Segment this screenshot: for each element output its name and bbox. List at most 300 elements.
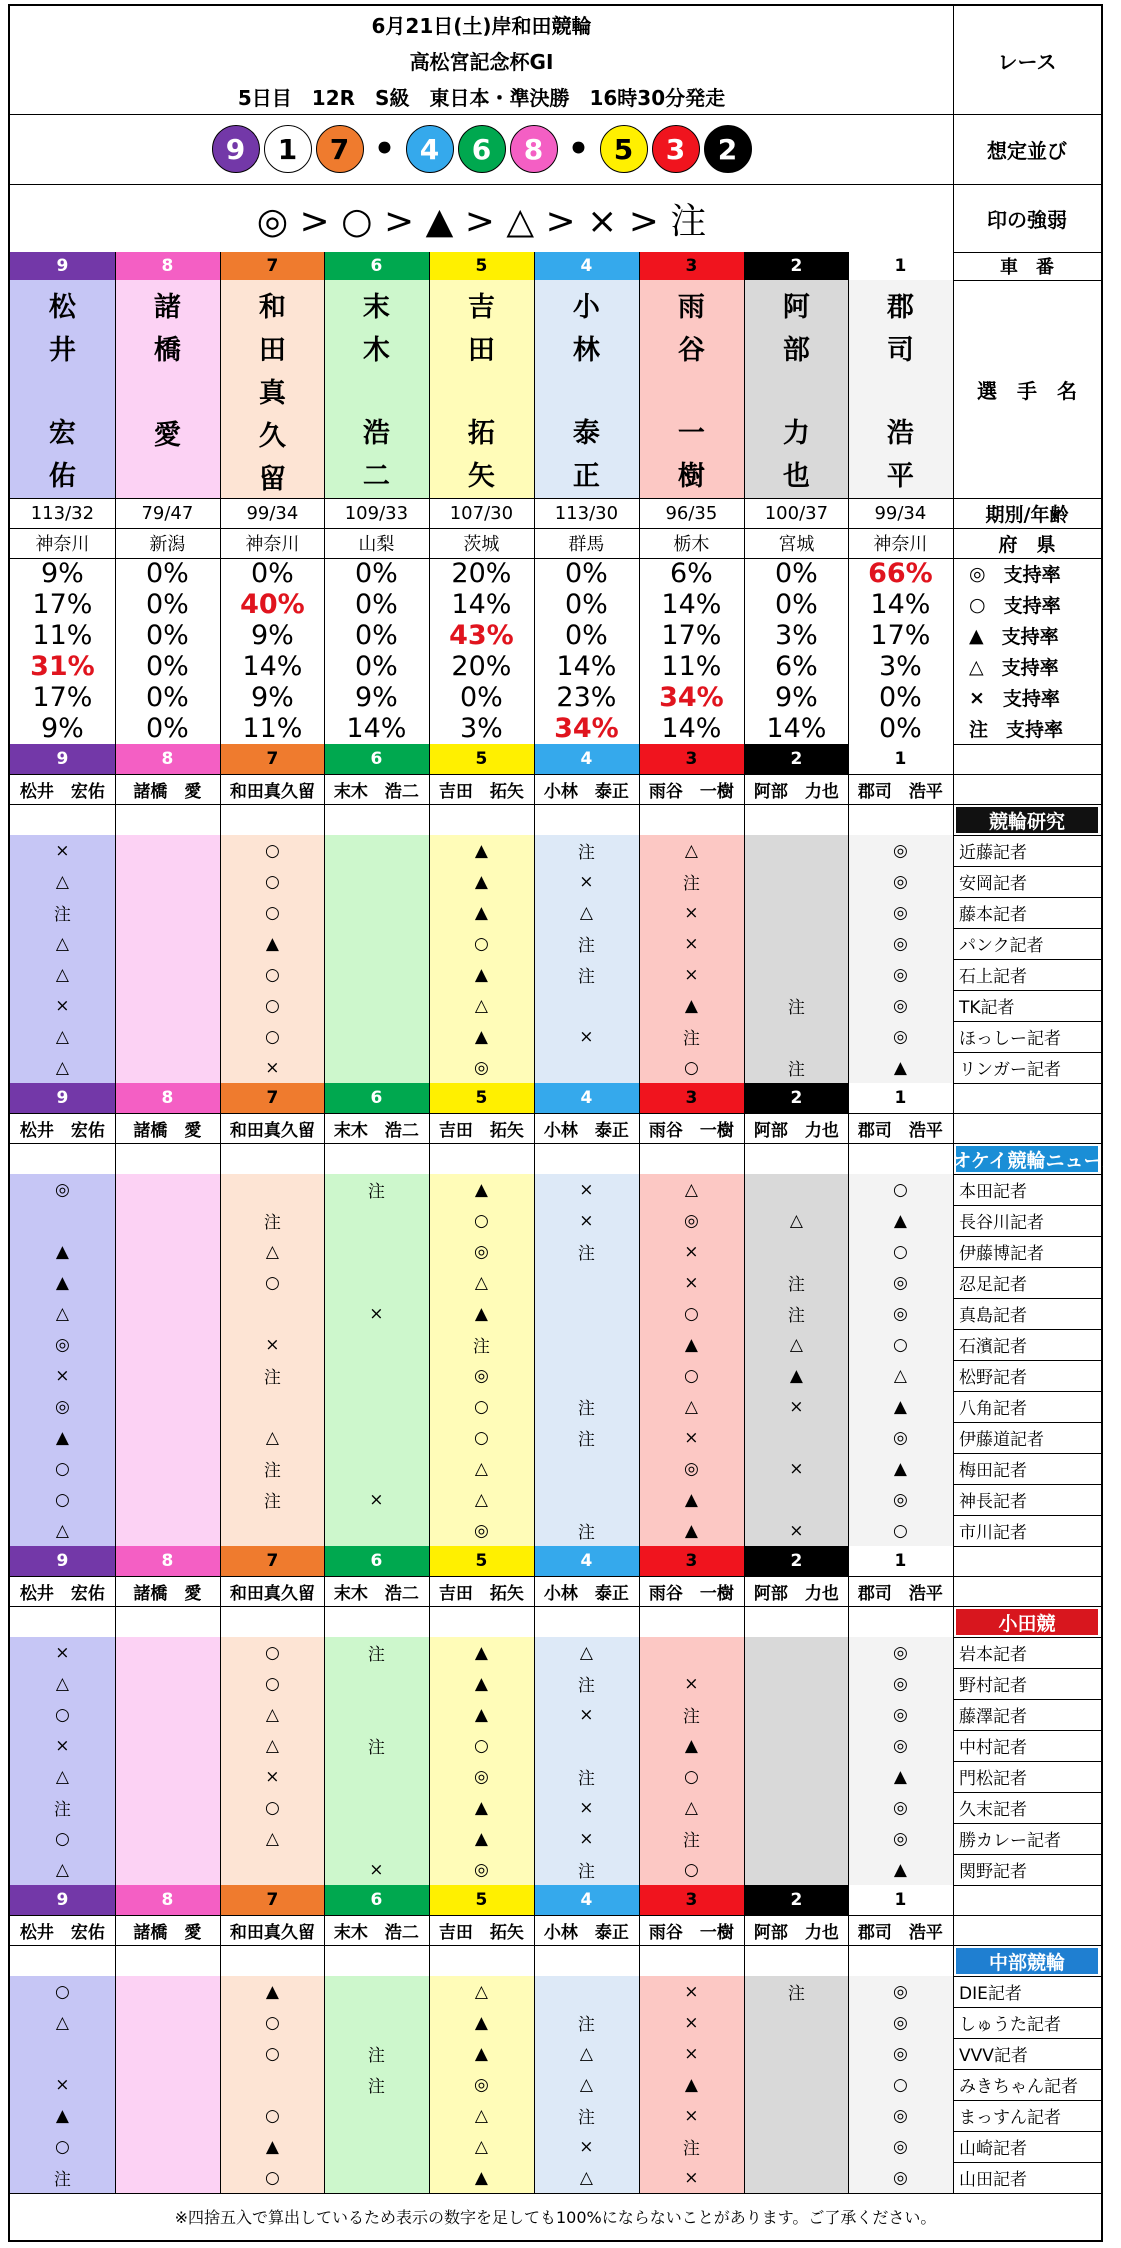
prediction-mark: ▲ — [220, 1976, 325, 2007]
prediction-mark — [220, 1298, 325, 1329]
period-age: 100/37 — [764, 502, 829, 524]
prediction-mark: ▲ — [848, 1854, 953, 1885]
prediction-mark — [115, 1792, 220, 1823]
prediction-mark — [744, 1761, 849, 1792]
prediction-mark: ▲ — [429, 1792, 534, 1823]
rider-name-8 — [115, 280, 220, 498]
rider-name-char: 諸 — [153, 292, 181, 323]
prediction-mark — [324, 2131, 429, 2162]
prediction-mark: △ — [10, 1854, 115, 1885]
header-race-info: 5日目 12R S級 東日本・準決勝 16時30分発走 — [237, 85, 726, 110]
period-age-label: 期別/年齢 — [985, 503, 1069, 526]
prediction-mark — [324, 1205, 429, 1236]
prediction-mark — [744, 1484, 849, 1515]
divider — [324, 1885, 325, 2193]
divider — [115, 1083, 116, 1546]
prediction-mark — [744, 1668, 849, 1699]
divider — [429, 1083, 430, 1546]
divider — [220, 252, 221, 744]
support-rate: 20% — [451, 651, 512, 682]
prediction-mark: △ — [639, 1792, 744, 1823]
prediction-mark — [10, 1205, 115, 1236]
support-rate: 0% — [354, 589, 398, 620]
section-car-number: 8 — [115, 744, 220, 774]
prediction-mark: △ — [744, 1329, 849, 1360]
section-rider-name: 松井 宏佑 — [19, 1922, 105, 1943]
prediction-mark: 注 — [534, 1668, 639, 1699]
lineup-car-3: 3 — [652, 125, 700, 173]
divider — [324, 1546, 325, 1885]
prediction-mark — [324, 1052, 429, 1083]
reporter-name: 伊藤博記者 — [959, 1244, 1044, 1264]
prediction-mark: × — [10, 1637, 115, 1668]
prediction-mark: ◎ — [10, 1391, 115, 1422]
period-age: 113/32 — [30, 502, 95, 524]
prediction-mark: ▲ — [429, 1298, 534, 1329]
prediction-mark: ◎ — [848, 959, 953, 990]
support-rate: 0% — [354, 558, 398, 589]
reporter-name: 勝カレー記者 — [959, 1831, 1061, 1851]
prediction-mark: ▲ — [848, 1391, 953, 1422]
section-car-number: 7 — [220, 1546, 325, 1576]
rider-name-char: 橋 — [153, 335, 181, 366]
section-car-number: 3 — [639, 1885, 744, 1915]
prediction-mark — [324, 1515, 429, 1546]
rider-name-char: 一 — [677, 418, 705, 449]
divider — [953, 6, 954, 114]
divider — [848, 252, 849, 744]
prediction-mark: △ — [429, 1976, 534, 2007]
lineup-car-7: 7 — [316, 125, 364, 173]
reporter-name: しゅうた記者 — [959, 2015, 1061, 2035]
prediction-mark — [534, 1052, 639, 1083]
prediction-mark — [324, 1236, 429, 1267]
prediction-mark — [744, 1236, 849, 1267]
prediction-mark: × — [744, 1515, 849, 1546]
prediction-mark: 注 — [534, 1515, 639, 1546]
support-rate: 0% — [878, 682, 922, 713]
prediction-mark: ◎ — [429, 1052, 534, 1083]
rider-name-6 — [324, 280, 429, 498]
rider-name-char: 郡 — [886, 292, 914, 323]
reporter-name: パンク記者 — [959, 936, 1044, 956]
prediction-mark: × — [744, 1391, 849, 1422]
reporter-name: 門松記者 — [959, 1769, 1027, 1789]
support-rate: 40% — [240, 589, 305, 620]
prediction-mark: ▲ — [848, 1205, 953, 1236]
prediction-mark — [10, 2038, 115, 2069]
prediction-mark: 注 — [639, 866, 744, 897]
newspaper-brand: 競輪研究 — [956, 807, 1098, 833]
support-rate: 11% — [661, 651, 722, 682]
prediction-mark — [324, 1699, 429, 1730]
prediction-mark: △ — [534, 2038, 639, 2069]
prediction-mark: ◎ — [429, 1360, 534, 1391]
prediction-mark: 注 — [744, 990, 849, 1021]
reporter-name: DIE記者 — [959, 1984, 1022, 2004]
prediction-mark: × — [534, 1021, 639, 1052]
support-label — [953, 589, 1101, 620]
divider — [639, 252, 640, 744]
prefecture: 神奈川 — [245, 534, 300, 555]
prediction-mark: ▲ — [429, 1174, 534, 1205]
prediction-mark — [324, 2100, 429, 2131]
support-text: 支持率 — [1001, 657, 1059, 679]
rider-name-char: 阿 — [782, 292, 810, 323]
rider-name-3 — [639, 280, 744, 498]
section-car-number: 5 — [429, 1546, 534, 1576]
car-number-3: 3 — [639, 252, 744, 280]
prediction-mark: ▲ — [429, 1637, 534, 1668]
prediction-mark: △ — [220, 1236, 325, 1267]
prediction-mark — [744, 1422, 849, 1453]
divider — [115, 744, 116, 1083]
prediction-mark — [744, 1021, 849, 1052]
prediction-mark: ○ — [848, 1515, 953, 1546]
prediction-mark: × — [639, 897, 744, 928]
prediction-mark — [534, 1453, 639, 1484]
rider-name-char: 留 — [258, 464, 286, 495]
prediction-mark: × — [639, 928, 744, 959]
prediction-mark — [324, 1761, 429, 1792]
prediction-mark: △ — [220, 1730, 325, 1761]
section-rider-name: 吉田 拓矢 — [438, 1922, 524, 1943]
reporter-name: 近藤記者 — [959, 843, 1027, 863]
support-rate: 0% — [145, 713, 189, 744]
divider — [953, 184, 954, 252]
divider — [10, 1945, 1101, 1946]
prediction-mark: × — [324, 1298, 429, 1329]
prediction-mark — [744, 2038, 849, 2069]
divider — [953, 1083, 954, 1546]
prediction-mark — [744, 1730, 849, 1761]
strength-scale: ◎ > ○ > ▲ > △ > × > 注 — [256, 200, 707, 242]
prediction-mark — [115, 835, 220, 866]
support-mark: ○ — [969, 593, 986, 616]
prediction-mark: × — [324, 1484, 429, 1515]
prediction-mark: 注 — [324, 2069, 429, 2100]
prediction-mark: ▲ — [429, 2007, 534, 2038]
section-car-number: 5 — [429, 1083, 534, 1113]
rider-name-char: 正 — [572, 461, 600, 492]
reporter-name: 忍足記者 — [959, 1275, 1027, 1295]
prediction-mark — [639, 1637, 744, 1668]
lineup-label: 想定並び — [987, 138, 1067, 163]
prediction-mark: ▲ — [639, 2069, 744, 2100]
prediction-mark — [115, 2007, 220, 2038]
section-rider-name: 諸橋 愛 — [133, 1922, 202, 1943]
rider-name-char: 末 — [362, 292, 390, 323]
rider-name-char: 宏 — [48, 418, 76, 449]
section-rider-name: 和田真久留 — [229, 1120, 315, 1141]
reporter-name: VVV記者 — [959, 2046, 1028, 2066]
support-rate: 20% — [451, 558, 512, 589]
period-age: 107/30 — [449, 502, 514, 524]
prediction-mark: ◎ — [848, 866, 953, 897]
prediction-mark — [744, 2100, 849, 2131]
rider-name-char: 愛 — [153, 419, 181, 451]
support-mark: ◎ — [969, 562, 986, 585]
prediction-mark: ▲ — [639, 990, 744, 1021]
prediction-mark: 注 — [10, 2162, 115, 2193]
section-car-number: 8 — [115, 1083, 220, 1113]
prediction-mark: × — [639, 2007, 744, 2038]
prediction-mark: 注 — [534, 2100, 639, 2131]
section-car-number: 2 — [744, 1546, 849, 1576]
reporter-name: 梅田記者 — [959, 1461, 1027, 1481]
prediction-mark: × — [534, 866, 639, 897]
section-rider-name: 諸橋 愛 — [133, 781, 202, 802]
divider — [848, 1885, 849, 2193]
rider-name-char: 也 — [782, 461, 810, 492]
rider-name-label: 選 手 名 — [977, 378, 1077, 403]
section-car-number: 3 — [639, 1083, 744, 1113]
prediction-mark: △ — [429, 2131, 534, 2162]
section-car-number: 9 — [10, 744, 115, 774]
reporter-name: 市川記者 — [959, 1523, 1027, 1543]
prediction-mark: △ — [534, 2069, 639, 2100]
prediction-mark — [744, 1792, 849, 1823]
divider — [744, 1083, 745, 1546]
divider — [534, 744, 535, 1083]
divider — [534, 1083, 535, 1546]
lineup-car-4: 4 — [406, 125, 454, 173]
prediction-mark: ○ — [639, 1761, 744, 1792]
header-race-title: 高松宮記念杯GⅠ — [409, 49, 554, 74]
divider — [220, 1885, 221, 2193]
lineup-car-6: 6 — [458, 125, 506, 173]
prediction-mark: × — [10, 835, 115, 866]
prediction-mark: △ — [429, 990, 534, 1021]
prediction-mark: ▲ — [429, 835, 534, 866]
prediction-mark: × — [639, 2038, 744, 2069]
support-rate: 0% — [354, 620, 398, 651]
support-rate: 9% — [250, 682, 294, 713]
prediction-mark: 注 — [639, 1823, 744, 1854]
prediction-mark: ○ — [10, 1453, 115, 1484]
prediction-mark: × — [10, 1730, 115, 1761]
divider — [953, 1885, 954, 2193]
support-mark: 注 — [969, 719, 989, 741]
reporter-name: 石濱記者 — [959, 1337, 1027, 1357]
prediction-mark — [324, 897, 429, 928]
divider — [115, 1885, 116, 2193]
divider — [953, 1546, 954, 1885]
rider-name-char: 小 — [572, 292, 600, 323]
prefecture: 茨城 — [463, 534, 500, 555]
support-rate: 6% — [669, 558, 713, 589]
section-rider-name: 末木 浩二 — [333, 1120, 419, 1141]
prediction-mark — [324, 959, 429, 990]
divider — [744, 744, 745, 1083]
prediction-mark — [220, 1391, 325, 1422]
section-car-number: 1 — [848, 1885, 953, 1915]
divider — [534, 1885, 535, 2193]
prediction-mark: × — [639, 959, 744, 990]
prefecture: 宮城 — [778, 534, 815, 555]
prediction-mark: ▲ — [848, 1453, 953, 1484]
race-label: レース — [997, 49, 1057, 74]
prediction-mark: ▲ — [848, 1052, 953, 1083]
prediction-mark: ○ — [10, 1823, 115, 1854]
prediction-mark — [115, 1174, 220, 1205]
prediction-mark: ◎ — [10, 1329, 115, 1360]
prediction-mark: × — [324, 1854, 429, 1885]
reporter-name: 久末記者 — [959, 1800, 1027, 1820]
section-car-number: 4 — [534, 1546, 639, 1576]
car-number-9: 9 — [10, 252, 115, 280]
support-rate: 66% — [868, 558, 933, 589]
prediction-mark — [220, 1174, 325, 1205]
prediction-mark: ○ — [639, 1298, 744, 1329]
prediction-mark: ○ — [220, 1668, 325, 1699]
support-rate: 6% — [774, 651, 818, 682]
prediction-mark — [115, 1823, 220, 1854]
divider — [953, 252, 954, 744]
divider — [115, 252, 116, 744]
prediction-mark — [324, 1792, 429, 1823]
prediction-mark: ○ — [10, 2131, 115, 2162]
reporter-name: 本田記者 — [959, 1182, 1027, 1202]
support-rate: 31% — [30, 651, 95, 682]
section-rider-name: 吉田 拓矢 — [438, 1120, 524, 1141]
prediction-mark: ◎ — [848, 1422, 953, 1453]
section-rider-name: 郡司 浩平 — [857, 781, 943, 802]
prediction-mark: ○ — [220, 897, 325, 928]
support-rate: 17% — [870, 620, 931, 651]
prediction-mark: ○ — [220, 866, 325, 897]
rider-name-char: 二 — [362, 461, 390, 492]
section-car-number: 7 — [220, 1083, 325, 1113]
section-rider-name: 郡司 浩平 — [857, 1120, 943, 1141]
prediction-mark: ○ — [10, 1484, 115, 1515]
section-car-number: 7 — [220, 744, 325, 774]
prediction-mark: ◎ — [639, 1453, 744, 1484]
prediction-mark: ○ — [848, 2069, 953, 2100]
section-rider-name: 阿部 力也 — [753, 1583, 839, 1604]
prediction-mark — [324, 1360, 429, 1391]
prediction-mark: 注 — [220, 1205, 325, 1236]
prediction-mark — [115, 990, 220, 1021]
rider-name-char: 泰 — [572, 418, 600, 449]
car-number-1: 1 — [848, 252, 953, 280]
prediction-mark: ○ — [639, 1052, 744, 1083]
prediction-mark — [220, 2069, 325, 2100]
rider-name-char: 井 — [48, 335, 76, 366]
prediction-mark — [115, 2069, 220, 2100]
prediction-mark: × — [639, 1976, 744, 2007]
prediction-mark — [324, 2007, 429, 2038]
lineup-separator: • — [373, 129, 396, 169]
prediction-mark: ○ — [848, 1174, 953, 1205]
prediction-mark: ○ — [429, 1205, 534, 1236]
prediction-mark — [324, 1422, 429, 1453]
rider-name-char: 司 — [886, 335, 914, 366]
prediction-mark: 注 — [534, 1854, 639, 1885]
support-rate: 14% — [451, 589, 512, 620]
prediction-mark: ○ — [639, 1360, 744, 1391]
rider-name-9 — [10, 280, 115, 498]
prediction-mark: ▲ — [429, 1823, 534, 1854]
prediction-mark — [115, 1976, 220, 2007]
prediction-mark: × — [10, 2069, 115, 2100]
prediction-mark: △ — [848, 1360, 953, 1391]
prediction-mark: 注 — [639, 1699, 744, 1730]
support-rate: 11% — [32, 620, 93, 651]
divider — [639, 1885, 640, 2193]
period-age: 99/34 — [246, 502, 299, 524]
prediction-mark: △ — [429, 1267, 534, 1298]
rider-name-char: 吉 — [467, 292, 495, 323]
rider-name-char: 和 — [258, 292, 286, 323]
support-label — [953, 682, 1101, 713]
prediction-mark: ◎ — [848, 1730, 953, 1761]
reporter-name: 山田記者 — [959, 2170, 1027, 2190]
section-rider-name: 松井 宏佑 — [19, 1583, 105, 1604]
prediction-mark: ▲ — [639, 1329, 744, 1360]
prediction-mark — [324, 1391, 429, 1422]
prediction-mark — [534, 990, 639, 1021]
support-rate: 43% — [449, 620, 514, 651]
prefecture: 栃木 — [673, 534, 710, 555]
rider-name-char: 久 — [258, 421, 286, 452]
prediction-mark: ◎ — [848, 2007, 953, 2038]
prediction-mark: ▲ — [639, 1515, 744, 1546]
support-rate: 34% — [554, 713, 619, 744]
car-number-2: 2 — [744, 252, 849, 280]
prediction-mark: ◎ — [848, 1976, 953, 2007]
prediction-mark: ○ — [220, 1021, 325, 1052]
prediction-mark — [324, 1668, 429, 1699]
section-rider-name: 小林 泰正 — [543, 1583, 629, 1604]
support-rate: 9% — [354, 682, 398, 713]
prediction-mark: ○ — [220, 2007, 325, 2038]
prediction-mark: 注 — [220, 1453, 325, 1484]
prediction-mark — [115, 1515, 220, 1546]
prediction-mark: × — [534, 1823, 639, 1854]
prediction-mark: ▲ — [429, 866, 534, 897]
prediction-mark — [744, 1854, 849, 1885]
prediction-mark: ◎ — [848, 1699, 953, 1730]
section-car-number: 2 — [744, 1885, 849, 1915]
car-number-5: 5 — [429, 252, 534, 280]
rider-name-char: 谷 — [677, 335, 705, 366]
rider-name-char: 佑 — [48, 461, 76, 492]
prediction-mark — [115, 2162, 220, 2193]
prediction-mark: ○ — [220, 2038, 325, 2069]
prediction-mark — [744, 928, 849, 959]
support-rate: 0% — [145, 589, 189, 620]
prediction-mark: ○ — [220, 959, 325, 990]
footer-note: ※四捨五入で算出しているため表示の数字を足しても100%にならないことがあります。ご了承ください。 — [174, 2208, 937, 2227]
rider-name-2 — [744, 280, 849, 498]
prediction-mark: 注 — [220, 1484, 325, 1515]
rider-name-char: 樹 — [677, 461, 705, 492]
reporter-name: TK記者 — [959, 998, 1015, 1018]
support-rate: 14% — [870, 589, 931, 620]
section-rider-name: 末木 浩二 — [333, 781, 419, 802]
prediction-mark — [744, 959, 849, 990]
prediction-mark: ◎ — [848, 928, 953, 959]
prediction-mark: ◎ — [848, 1637, 953, 1668]
strength-label: 印の強弱 — [987, 207, 1067, 232]
prediction-mark — [115, 1637, 220, 1668]
prediction-mark: ○ — [10, 1699, 115, 1730]
divider — [10, 1606, 1101, 1607]
rider-name-char: 田 — [258, 335, 286, 366]
prefecture: 群馬 — [568, 534, 605, 555]
reporter-name: まっすん記者 — [959, 2108, 1061, 2128]
